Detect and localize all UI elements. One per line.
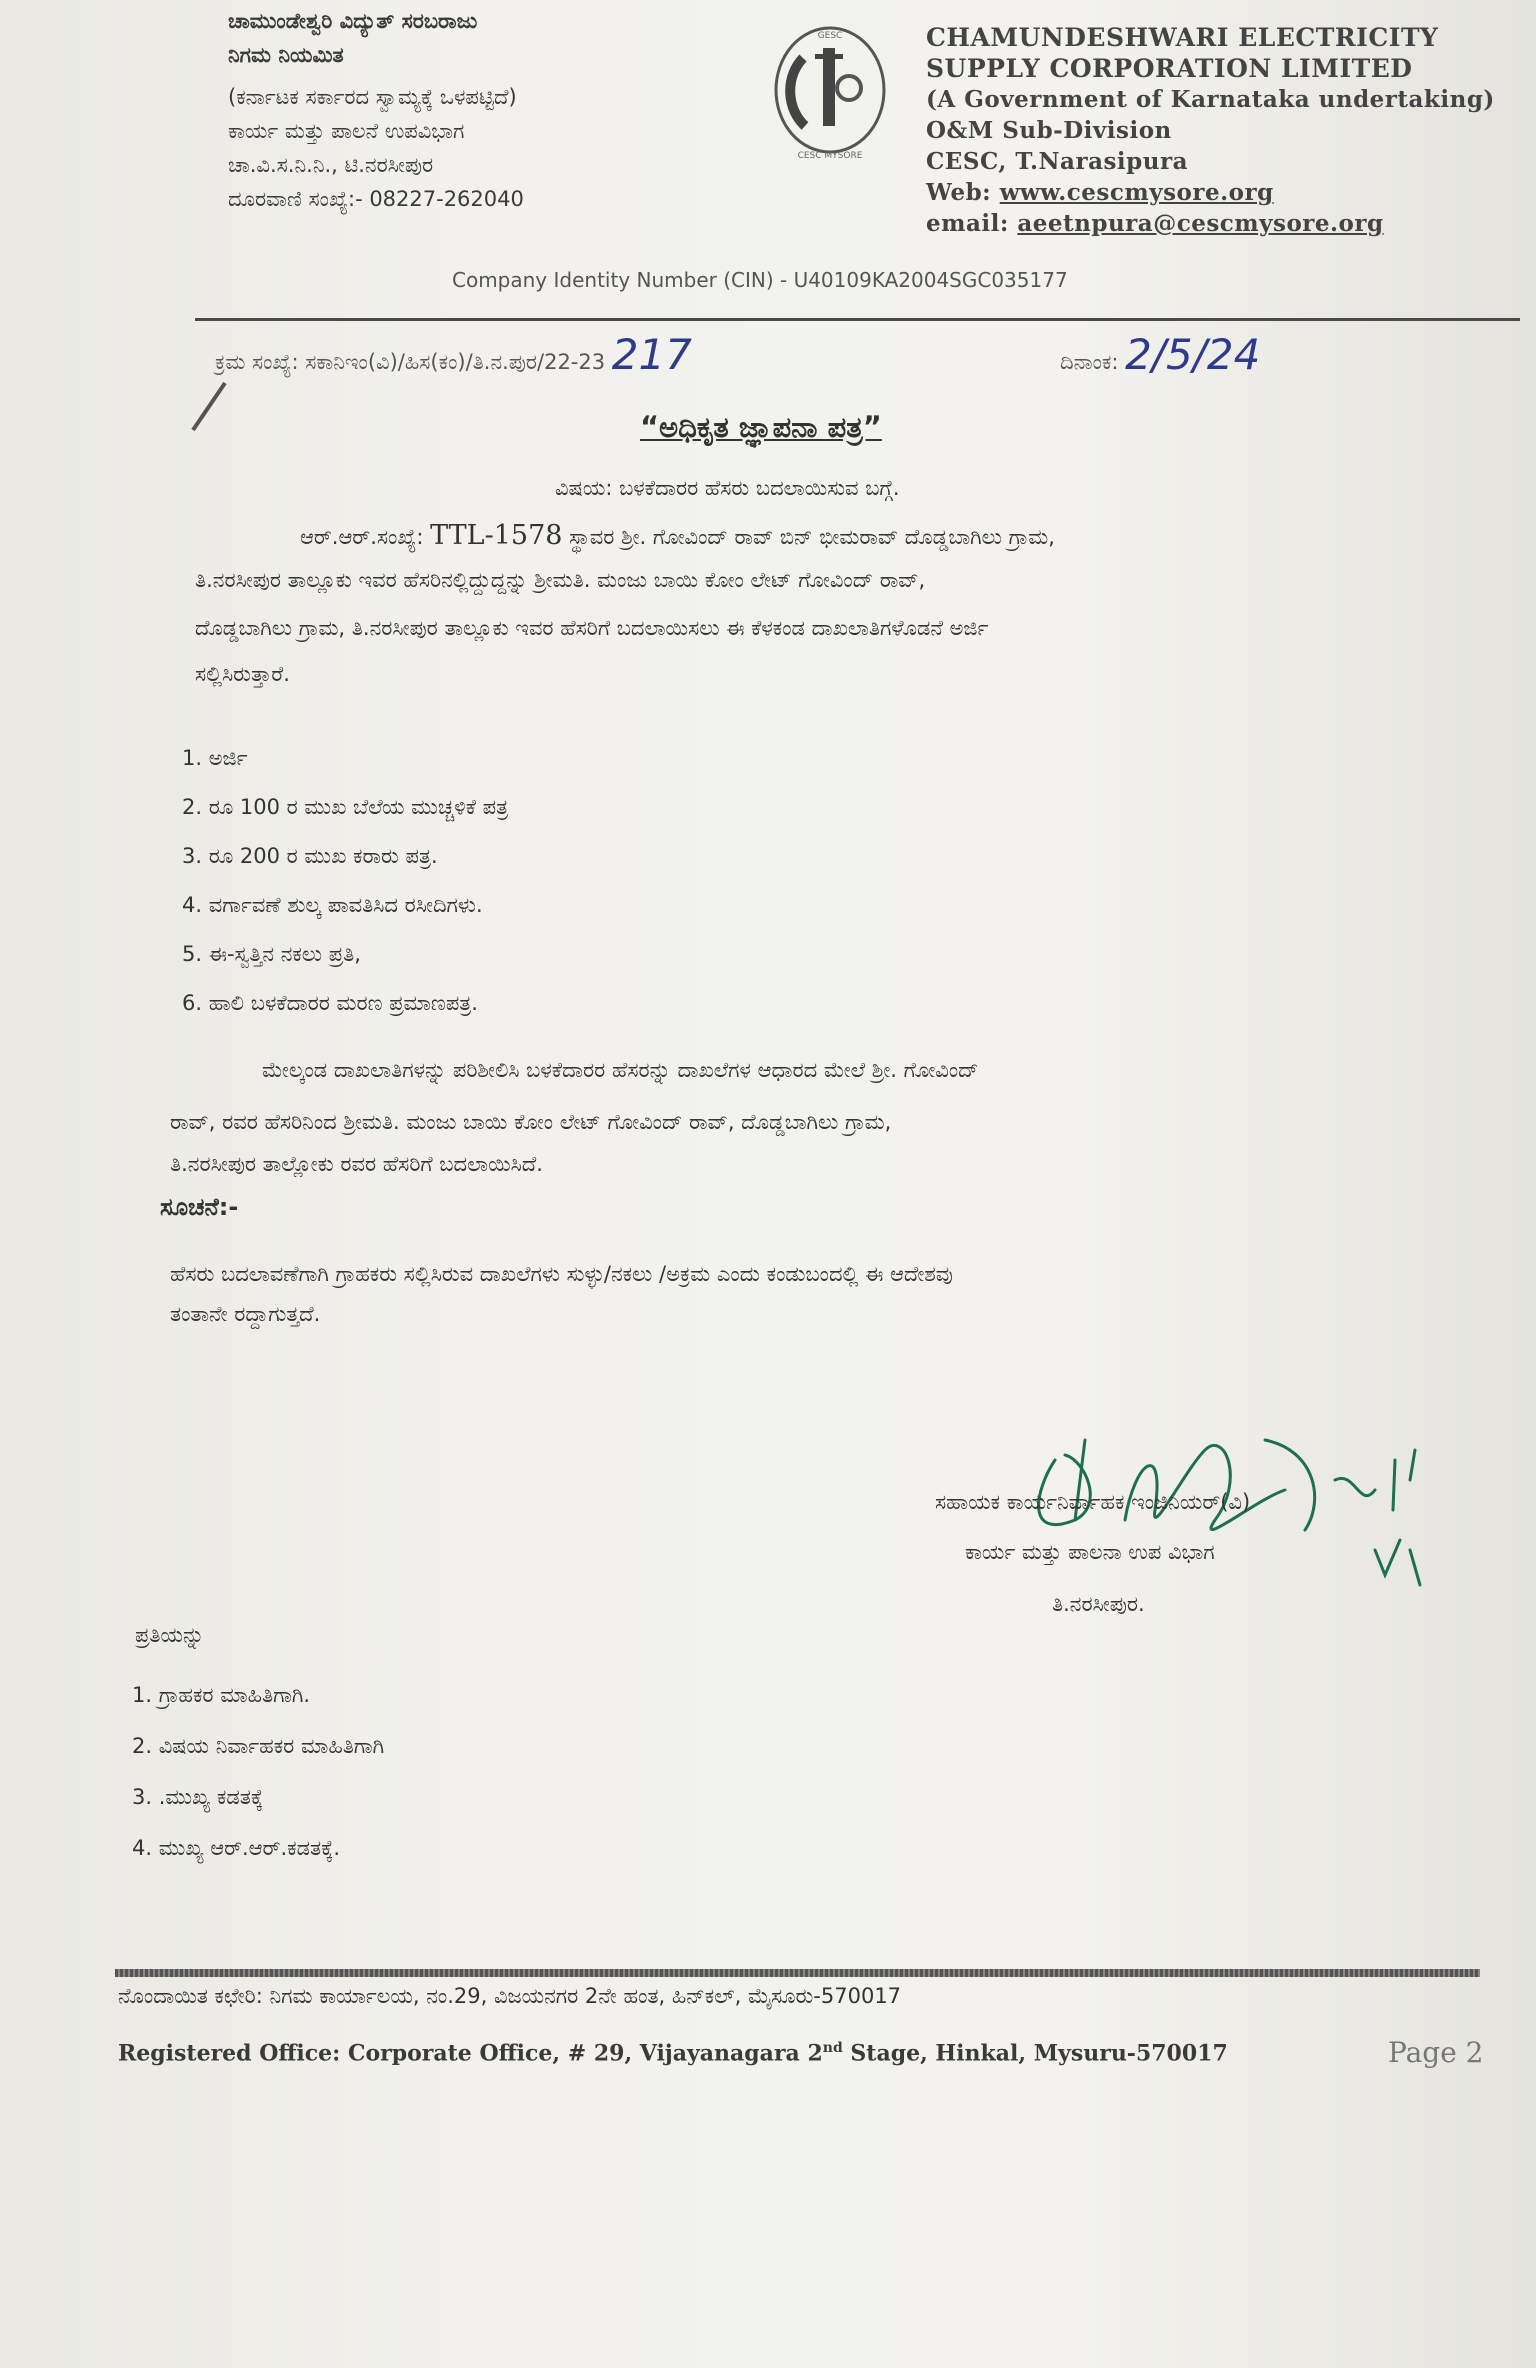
header-kannada-line: ದೂರವಾಣಿ ಸಂಖ್ಯೆ:- 08227-262040 [228, 187, 524, 211]
list-item: 1. ಅರ್ಜಿ [182, 746, 248, 770]
header-english-line: CESC, T.Narasipura [926, 148, 1188, 175]
intro-line-3: ದೊಡ್ಡಬಾಗಿಲು ಗ್ರಾಮ, ತಿ.ನರಸೀಪುರ ತಾಲ್ಲೂಕು ಇವರ ಹೆಸರಿಗೆ ಬದಲಾಯಿಸಲು ಈ ಕೆಳಕಂಡ ದಾಖಲಾತಿಗಳೊಡನೆ ಅರ್ಜಿ [195, 616, 989, 640]
document-list [182, 734, 508, 1028]
decision-line-2: ರಾವ್, ರವರ ಹೆಸರಿನಿಂದ ಶ್ರೀಮತಿ. ಮಂಜು ಬಾಯಿ ಕೋಂ ಲೇಟ್ ಗೋವಿಂದ್ ರಾವ್, ದೊಡ್ಡಬಾಗಿಲು ಗ್ರಾಮ, [170, 1110, 892, 1134]
intro-line-1-rest: ಸ್ಥಾವರ ಶ್ರೀ. ಗೋವಿಂದ್ ರಾವ್ ಬಿನ್ ಭೀಮರಾವ್ ದೊಡ್ಡಬಾಗಿಲು ಗ್ರಾಮ, [569, 525, 1055, 549]
header-kannada [228, 4, 524, 216]
decision-line-3: ತಿ.ನರಸೀಪುರ ತಾಲ್ಲೋಕು ರವರ ಹೆಸರಿಗೆ ಬದಲಾಯಿಸಿದೆ. [170, 1152, 543, 1176]
web-label: Web: [926, 179, 992, 206]
copies-heading: ಪ್ರತಿಯನ್ನು [135, 1623, 205, 1647]
rr-label: ಆರ್.ಆರ್.ಸಂಖ್ಯೆ: [300, 525, 424, 549]
list-item: 4. ವರ್ಗಾವಣೆ ಶುಲ್ಕ ಪಾವತಿಸಿದ ರಸೀದಿಗಳು. [182, 893, 483, 917]
note-line-2: ತಂತಾನೇ ರದ್ದಾಗುತ್ತದೆ. [170, 1302, 321, 1326]
cin-number: Company Identity Number (CIN) - U40109KA2004SGC035177 [452, 268, 1068, 292]
footer-english-sup: nd [822, 2040, 843, 2056]
pen-mark [185, 378, 235, 442]
company-logo [765, 18, 895, 168]
list-item: 3. ರೂ 200 ರ ಮುಖ ಕರಾರು ಪತ್ರ. [182, 844, 438, 868]
reference-row [215, 330, 692, 379]
copies-list [132, 1670, 384, 1874]
header-english [926, 22, 1495, 239]
header-kannada-line: ಚಾಮುಂಡೇಶ್ವರಿ ವಿದ್ಯುತ್ ಸರಬರಾಜು [228, 9, 478, 33]
email-link[interactable]: aeetnpura@cescmysore.org [1017, 210, 1384, 237]
header-kannada-line: ಚಾ.ವಿ.ಸ.ನಿ.ನಿ., ಟಿ.ನರಸೀಪುರ [228, 153, 434, 177]
footer-english [118, 2040, 1228, 2066]
logo-text-top: GESC [817, 31, 843, 41]
list-item: 2. ರೂ 100 ರ ಮುಖ ಬೆಲೆಯ ಮುಚ್ಚಳಿಕೆ ಪತ್ರ [182, 795, 509, 819]
decision-line-1: ಮೇಲ್ಕಂಡ ದಾಖಲಾತಿಗಳನ್ನು ಪರಿಶೀಲಿಸಿ ಬಳಕೆದಾರರ ಹೆಸರನ್ನು ದಾಖಲೆಗಳ ಆಧಾರದ ಮೇಲೆ ಶ್ರೀ. ಗೋವಿಂದ್ [262, 1058, 979, 1082]
header-english-line: (A Government of Karnataka undertaking) [926, 86, 1495, 113]
header-kannada-line: ಕಾರ್ಯ ಮತ್ತು ಪಾಲನೆ ಉಪವಿಭಾಗ [228, 119, 465, 143]
header-kannada-line: (ಕರ್ನಾಟಕ ಸರ್ಕಾರದ ಸ್ವಾಮ್ಯಕ್ಕೆ ಒಳಪಟ್ಟಿದೆ) [228, 85, 517, 109]
reference-number: 217 [611, 330, 692, 379]
date-row [1060, 330, 1260, 379]
date-value: 2/5/24 [1125, 330, 1261, 379]
date-label: ದಿನಾಂಕ: [1060, 350, 1119, 374]
email-row [926, 208, 1495, 239]
rr-number: TTL-1578 [430, 520, 563, 551]
note-heading: ಸೂಚನೆ:- [160, 1193, 239, 1221]
intro-line-4: ಸಲ್ಲಿಸಿರುತ್ತಾರೆ. [195, 662, 290, 686]
document-title [640, 410, 882, 445]
footer-kannada: ನೊಂದಾಯಿತ ಕಛೇರಿ: ನಿಗಮ ಕಾರ್ಯಾಲಯ, ನಂ.29, ವಿಜಯನಗರ 2ನೇ ಹಂತ, ಹಿನ್‌ಕಲ್, ಮೈಸೂರು-570017 [118, 1984, 902, 2008]
company-name: CHAMUNDESHWARI ELECTRICITY [926, 23, 1439, 52]
header-english-line: O&M Sub-Division [926, 117, 1172, 144]
web-row [926, 177, 1495, 208]
header-divider [195, 318, 1520, 321]
footer-english-suffix: Stage, Hinkal, Mysuru-570017 [842, 2040, 1228, 2067]
subject-line: ವಿಷಯ: ಬಳಕೆದಾರರ ಹೆಸರು ಬದಲಾಯಿಸುವ ಬಗ್ಗೆ. [555, 476, 900, 500]
email-label: email: [926, 210, 1009, 237]
list-item: 4. ಮುಖ್ಯ ಆರ್.ಆರ್.ಕಡತಕ್ಕೆ. [132, 1836, 341, 1860]
signatory-title: ಸಹಾಯಕ ಕಾರ್ಯನಿರ್ವಾಹಕ ಇಂಜಿನಿಯರ್(ವಿ) [935, 1490, 1251, 1514]
list-item: 1. ಗ್ರಾಹಕರ ಮಾಹಿತಿಗಾಗಿ. [132, 1683, 311, 1707]
intro-line-1 [300, 520, 1055, 551]
logo-text-bottom: CESC MYSORE [797, 151, 863, 161]
list-item: 2. ವಿಷಯ ನಿರ್ವಾಹಕರ ಮಾಹಿತಿಗಾಗಿ [132, 1734, 385, 1758]
signatory-place: ತಿ.ನರಸೀಪುರ. [1052, 1592, 1145, 1616]
footer-english-prefix: Registered Office: Corporate Office, # 29, Vijayanagara 2 [118, 2040, 823, 2067]
signatory-office: ಕಾರ್ಯ ಮತ್ತು ಪಾಲನಾ ಉಪ ವಿಭಾಗ [965, 1540, 1215, 1564]
web-link[interactable]: www.cescmysore.org [999, 179, 1274, 206]
page-number: Page 2 [1388, 2036, 1484, 2069]
list-item: 6. ಹಾಲಿ ಬಳಕೆದಾರರ ಮರಣ ಪ್ರಮಾಣಪತ್ರ. [182, 991, 478, 1015]
list-item: 3. .ಮುಖ್ಯ ಕಡತಕ್ಕೆ [132, 1785, 264, 1809]
header-kannada-line: ನಿಗಮ ನಿಯಮಿತ [228, 43, 344, 67]
reference-label: ಕ್ರಮ ಸಂಖ್ಯೆ: ಸಕಾನಿಇಂ(ವಿ)/ಹಿಸ(ಕಂ)/ತಿ.ನ.ಪುರ/22-23 [215, 350, 606, 374]
company-name: SUPPLY CORPORATION LIMITED [926, 54, 1413, 83]
list-item: 5. ಈ-ಸ್ವತ್ತಿನ ನಕಲು ಪ್ರತಿ, [182, 942, 361, 966]
intro-line-2: ತಿ.ನರಸೀಪುರ ತಾಲ್ಲೂಕು ಇವರ ಹೆಸರಿನಲ್ಲಿದ್ದುದ್ದನ್ನು ಶ್ರೀಮತಿ. ಮಂಜು ಬಾಯಿ ಕೋಂ ಲೇಟ್ ಗೋವಿಂದ್ ರಾವ್, [195, 568, 926, 592]
document-title-text: “ಅಧಿಕೃತ ಜ್ಞಾಪನಾ ಪತ್ರ” [640, 410, 882, 444]
note-line-1: ಹೆಸರು ಬದಲಾವಣೆಗಾಗಿ ಗ್ರಾಹಕರು ಸಲ್ಲಿಸಿರುವ ದಾಖಲೆಗಳು ಸುಳ್ಳು/ನಕಲು /ಅಕ್ರಮ ಎಂದು ಕಂಡುಬಂದಲ್ಲಿ ಈ ಆದೇಶವು [170, 1262, 953, 1286]
footer-divider [115, 1969, 1480, 1977]
